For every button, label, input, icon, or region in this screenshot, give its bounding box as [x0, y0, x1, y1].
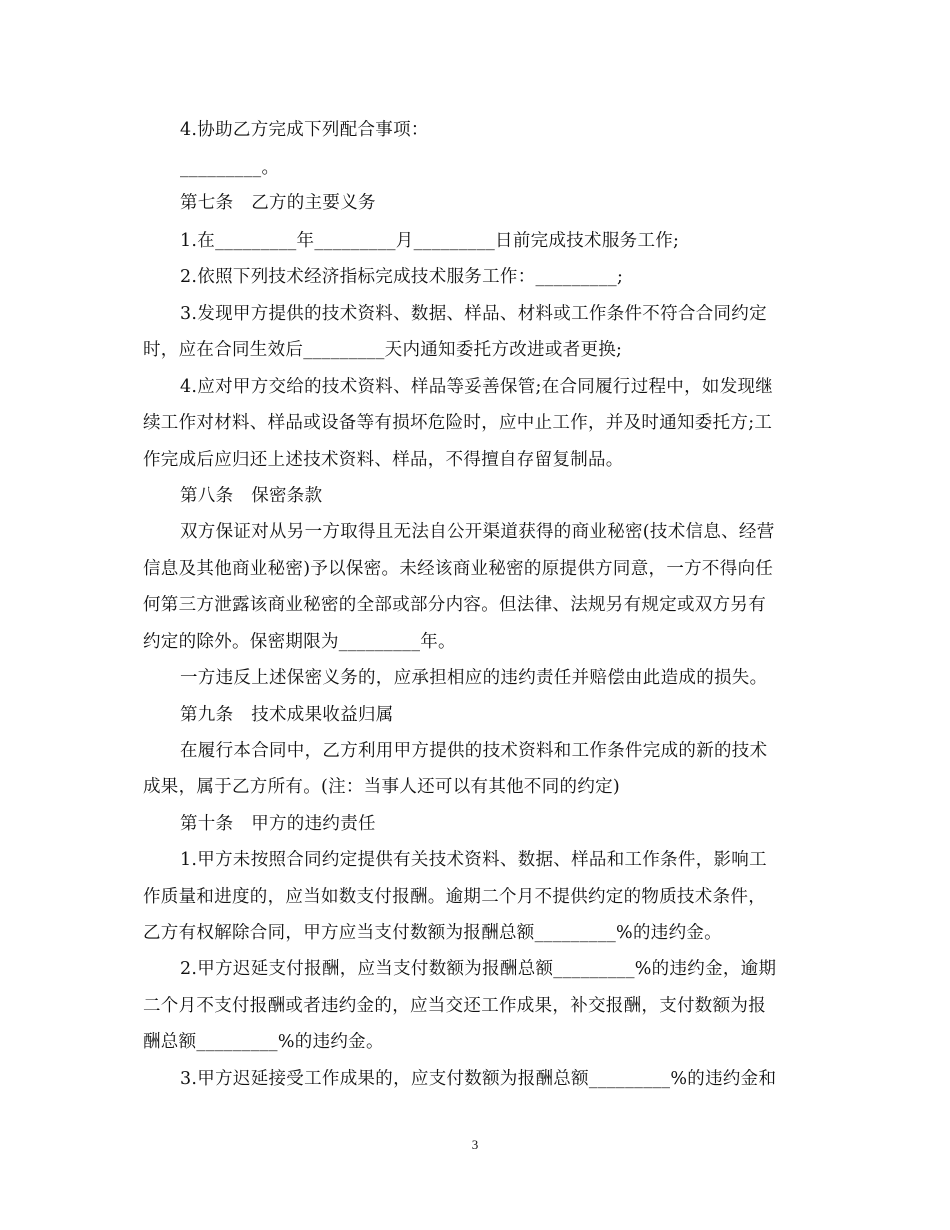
text-line: 时，应在合同生效后_________天内通知委托方改进或者更换; — [143, 340, 623, 360]
text-line: 4.协助乙方完成下列配合事项： — [180, 120, 429, 140]
text-line: 酬总额_________%的违约金。 — [143, 1032, 384, 1052]
section-heading: 第七条 乙方的主要义务 — [180, 193, 376, 213]
text-line: 约定的除外。保密期限为_________年。 — [143, 632, 456, 652]
text-line: 一方违反上述保密义务的，应承担相应的违约责任并赔偿由此造成的损失。 — [180, 668, 768, 688]
text-line: 何第三方泄露该商业秘密的全部或部分内容。但法律、法规另有规定或双方另有 — [143, 595, 766, 615]
page-number: 3 — [471, 1137, 479, 1152]
section-heading: 第十条 甲方的违约责任 — [180, 814, 376, 834]
text-line: 1.甲方未按照合同约定提供有关技术资料、数据、样品和工作条件，影响工 — [180, 850, 767, 870]
text-line: 在履行本合同中，乙方利用甲方提供的技术资料和工作条件完成的新的技术 — [180, 741, 768, 761]
text-line: 作完成后应归还上述技术资料、样品，不得擅自存留复制品。 — [143, 450, 624, 470]
text-line: 乙方有权解除合同，甲方应当支付数额为报酬总额_________%的违约金。 — [143, 923, 722, 943]
section-heading: 第八条 保密条款 — [180, 486, 323, 506]
text-line: _________。 — [180, 158, 280, 178]
text-line: 信息及其他商业秘密)予以保密。未经该商业秘密的原提供方同意，一方不得向任 — [143, 559, 774, 579]
text-line: 续工作对材料、样品或设备等有损坏危险时，应中止工作，并及时通知委托方;工 — [143, 413, 773, 433]
text-line: 2.甲方迟延支付报酬，应当支付数额为报酬总额_________%的违约金，逾期 — [180, 959, 777, 979]
text-line: 3.甲方迟延接受工作成果的，应支付数额为报酬总额_________%的违约金和 — [180, 1069, 777, 1089]
text-line: 3.发现甲方提供的技术资料、数据、样品、材料或工作条件不符合合同约定 — [180, 304, 767, 324]
text-line: 成果，属于乙方所有。(注：当事人还可以有其他不同的约定) — [143, 777, 621, 797]
section-heading: 第九条 技术成果收益归属 — [180, 705, 394, 725]
text-line: 二个月不支付报酬或者违约金的，应当交还工作成果，补交报酬，支付数额为报 — [143, 996, 766, 1016]
text-line: 1.在_________年_________月_________日前完成技术服务工作; — [180, 231, 680, 251]
text-line: 2.依照下列技术经济指标完成技术服务工作：_________; — [180, 267, 624, 287]
text-line: 作质量和进度的，应当如数支付报酬。逾期二个月不提供约定的物质技术条件， — [143, 887, 766, 907]
text-line: 4.应对甲方交给的技术资料、样品等妥善保管;在合同履行过程中，如发现继 — [180, 377, 774, 397]
text-line: 双方保证对从另一方取得且无法自公开渠道获得的商业秘密(技术信息、经营 — [180, 522, 775, 542]
